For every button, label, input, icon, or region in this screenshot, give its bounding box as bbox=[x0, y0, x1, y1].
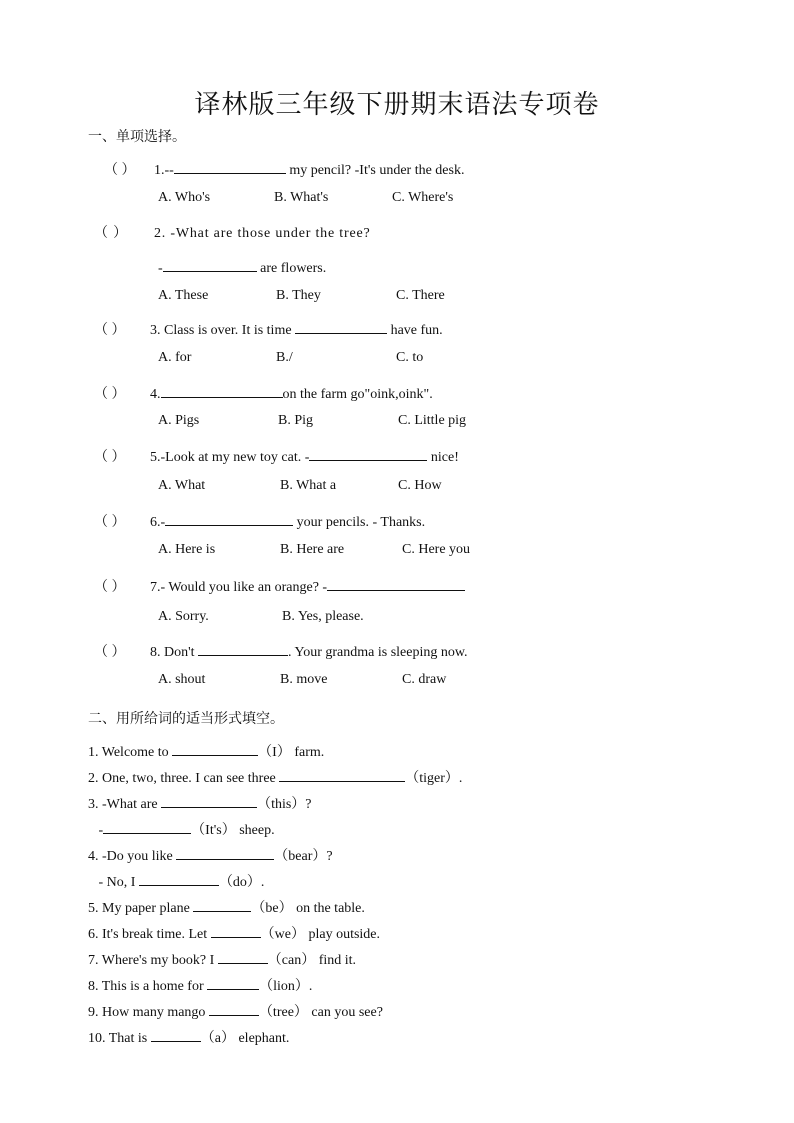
answer-blank[interactable] bbox=[174, 159, 286, 174]
option-a[interactable]: A. These bbox=[158, 288, 209, 303]
fill-item-3: 3. -What are （this）? bbox=[88, 793, 312, 814]
answer-blank[interactable] bbox=[165, 511, 293, 526]
fill-item-10: 10. That is （a） elephant. bbox=[88, 1027, 289, 1048]
option-a[interactable]: A. Who's bbox=[158, 190, 211, 205]
page-title: 译林版三年级下册期末语法专项卷 bbox=[194, 90, 600, 120]
answer-bracket[interactable]: （ ） bbox=[94, 387, 126, 402]
option-b[interactable]: B. Here are bbox=[280, 542, 345, 557]
option-c[interactable]: C. to bbox=[396, 350, 424, 365]
question-8: （ ） 8. Don't . Your grandma is sleeping now. bbox=[94, 641, 468, 662]
fill-item-9: 9. How many mango （tree） can you see? bbox=[88, 1001, 383, 1022]
answer-blank[interactable] bbox=[103, 819, 191, 834]
question-4-options bbox=[158, 413, 466, 429]
option-c[interactable]: C. Little pig bbox=[398, 413, 467, 428]
option-c[interactable]: C. There bbox=[396, 288, 445, 303]
fill-item-2: 2. One, two, three. I can see three （tiger）. bbox=[88, 767, 462, 788]
fill-item-6: 6. It's break time. Let （we） play outside. bbox=[88, 923, 380, 944]
question-5-options bbox=[158, 478, 442, 494]
answer-blank[interactable] bbox=[327, 576, 465, 591]
answer-blank[interactable] bbox=[139, 871, 219, 886]
option-a[interactable]: A. for bbox=[158, 350, 192, 365]
answer-blank[interactable] bbox=[172, 741, 258, 756]
answer-bracket[interactable]: （ ） bbox=[94, 515, 126, 530]
question-2: （ ） 2. -What are those under the tree? bbox=[94, 226, 371, 241]
answer-bracket[interactable]: （ ） bbox=[94, 323, 126, 338]
answer-blank[interactable] bbox=[207, 975, 259, 990]
fill-item-7: 7. Where's my book? I （can） find it. bbox=[88, 949, 356, 970]
fill-item-3-reply: - （It's） sheep. bbox=[88, 819, 275, 840]
answer-blank[interactable] bbox=[279, 767, 405, 782]
question-8-options bbox=[158, 672, 446, 688]
option-c[interactable]: C. Where's bbox=[392, 190, 454, 205]
section-1-heading: 一、单项选择。 bbox=[88, 129, 186, 145]
answer-bracket[interactable]: （ ） bbox=[104, 163, 136, 178]
section-2-heading: 二、用所给词的适当形式填空。 bbox=[88, 711, 284, 727]
option-b[interactable]: B. Pig bbox=[278, 413, 314, 428]
answer-blank[interactable] bbox=[161, 793, 257, 808]
answer-blank[interactable] bbox=[198, 641, 288, 656]
option-a[interactable]: A. shout bbox=[158, 672, 206, 687]
option-a[interactable]: A. Here is bbox=[158, 542, 216, 557]
question-7-options bbox=[158, 609, 364, 625]
option-c[interactable]: C. Here you bbox=[402, 542, 471, 557]
answer-blank[interactable] bbox=[176, 845, 274, 860]
question-7: （ ） 7.- Would you like an orange? - bbox=[94, 576, 465, 597]
answer-bracket[interactable]: （ ） bbox=[94, 450, 126, 465]
question-1: （ ） 1.-- my pencil? -It's under the desk. bbox=[104, 159, 464, 180]
option-b[interactable]: B. What a bbox=[280, 478, 337, 493]
fill-item-4-reply: - No, I （do）. bbox=[88, 871, 264, 892]
option-c[interactable]: C. How bbox=[398, 478, 442, 493]
question-3: （ ） 3. Class is over. It is time have fun. bbox=[94, 319, 443, 340]
option-b[interactable]: B. move bbox=[280, 672, 328, 687]
question-1-options bbox=[158, 190, 453, 206]
question-6: （ ） 6.- your pencils. - Thanks. bbox=[94, 511, 425, 532]
answer-blank[interactable] bbox=[218, 949, 268, 964]
option-b[interactable]: B./ bbox=[276, 350, 293, 365]
answer-blank[interactable] bbox=[151, 1027, 201, 1042]
answer-blank[interactable] bbox=[161, 383, 283, 398]
option-b[interactable]: B. What's bbox=[274, 190, 329, 205]
fill-item-4: 4. -Do you like （bear）? bbox=[88, 845, 333, 866]
answer-bracket[interactable]: （ ） bbox=[94, 580, 126, 595]
option-a[interactable]: A. Pigs bbox=[158, 413, 200, 428]
option-b[interactable]: B. Yes, please. bbox=[282, 609, 364, 624]
option-a[interactable]: A. Sorry. bbox=[158, 609, 209, 624]
answer-blank[interactable] bbox=[193, 897, 251, 912]
question-4: （ ） 4. on the farm go"oink,oink". bbox=[94, 383, 433, 404]
answer-blank[interactable] bbox=[211, 923, 261, 938]
question-3-options bbox=[158, 350, 423, 366]
question-2-options bbox=[158, 288, 445, 304]
option-c[interactable]: C. draw bbox=[402, 672, 447, 687]
option-b[interactable]: B. They bbox=[276, 288, 321, 303]
option-a[interactable]: A. What bbox=[158, 478, 206, 493]
question-2-line-2: - are flowers. bbox=[158, 257, 326, 278]
answer-bracket[interactable]: （ ） bbox=[94, 226, 128, 241]
answer-blank[interactable] bbox=[295, 319, 387, 334]
answer-blank[interactable] bbox=[309, 446, 427, 461]
fill-item-5: 5. My paper plane （be） on the table. bbox=[88, 897, 365, 918]
fill-item-8: 8. This is a home for （lion）. bbox=[88, 975, 312, 996]
fill-item-1: 1. Welcome to （I） farm. bbox=[88, 741, 324, 762]
answer-blank[interactable] bbox=[163, 257, 257, 272]
answer-bracket[interactable]: （ ） bbox=[94, 645, 126, 660]
question-5: （ ） 5.-Look at my new toy cat. - nice! bbox=[94, 446, 459, 467]
question-6-options bbox=[158, 542, 470, 558]
answer-blank[interactable] bbox=[209, 1001, 259, 1016]
